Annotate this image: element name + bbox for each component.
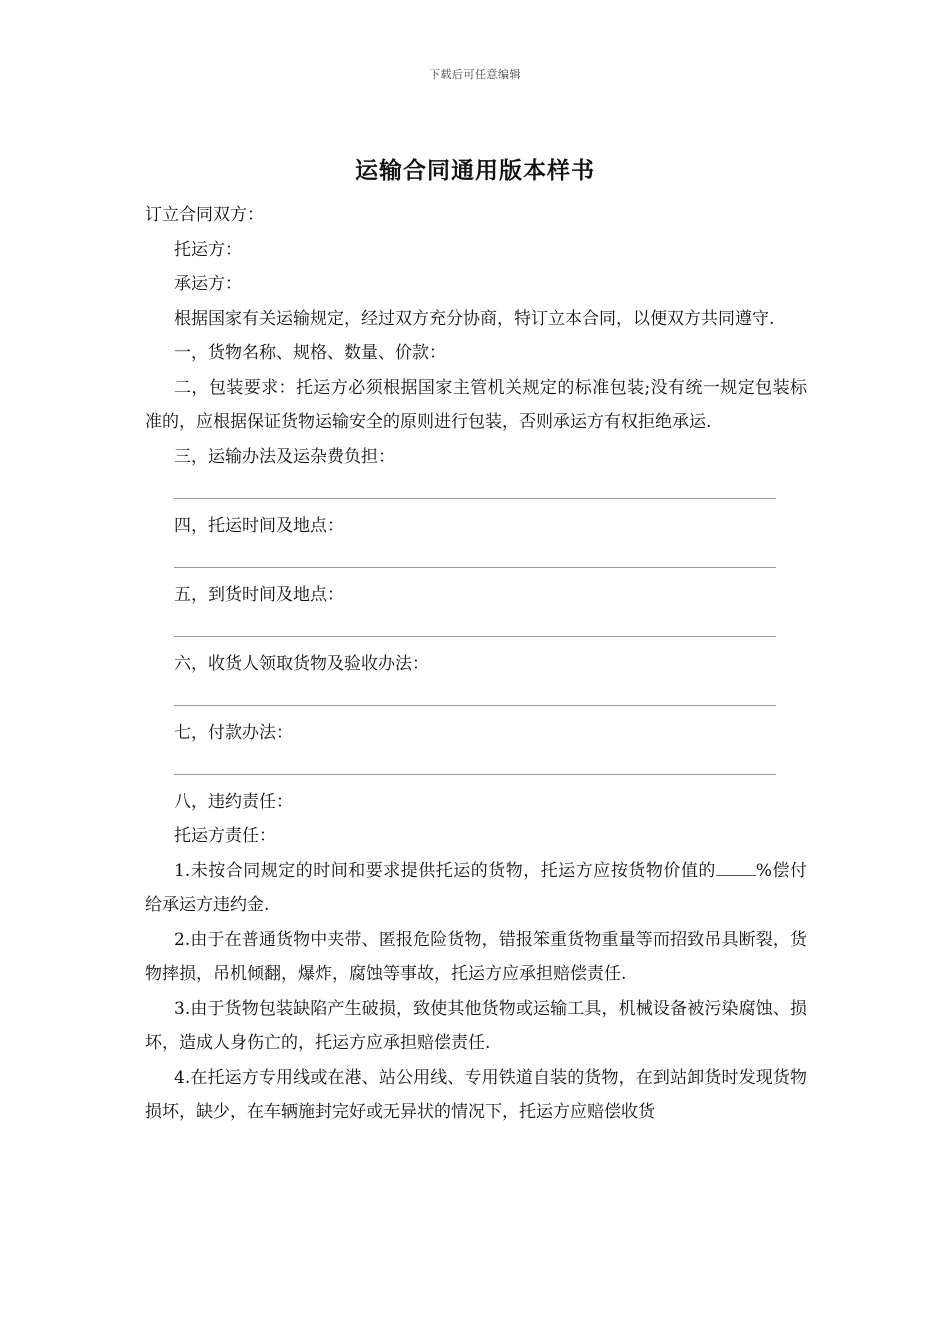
- percentage-blank: [716, 858, 756, 876]
- clause-4: 四，托运时间及地点：: [174, 515, 344, 536]
- document-title: 运输合同通用版本样书: [355, 157, 595, 184]
- shipper-liability-heading: 托运方责任：: [174, 826, 276, 846]
- fill-in-line-7: [145, 750, 807, 785]
- liability-item-1-text-end: %偿付给承运方违约金.: [145, 860, 808, 915]
- liability-item-2: 2.由于在普通货物中夹带、匿报危险货物，错报笨重货物重量等而招致吊具断裂，货物摔损，吊机倾翻，爆炸，腐蚀等事故，托运方应承担赔偿责任.: [145, 929, 807, 984]
- liability-item-1-text: 1.未按合同规定的时间和要求提供托运的货物，托运方应按货物价值的: [174, 860, 716, 881]
- clause-6: 六，收货人领取货物及验收办法：: [174, 653, 429, 674]
- clause-8: 八，违约责任：: [174, 791, 293, 812]
- clause-7: 七，付款办法：: [174, 722, 293, 743]
- preamble: 根据国家有关运输规定，经过双方充分协商，特订立本合同，以便双方共同遵守.: [174, 308, 775, 329]
- document-body: [145, 198, 807, 1130]
- clause-2: 二，包装要求：托运方必须根据国家主管机关规定的标准包装;没有统一规定包装标准的，应根据保证货物运输安全的原则进行包装，否则承运方有权拒绝承运.: [145, 377, 807, 432]
- shipper-label: 托运方：: [174, 239, 242, 260]
- liability-item-1: [145, 854, 807, 923]
- clause-3: 三，运输办法及运杂费负担：: [174, 446, 395, 467]
- fill-in-line-3: [145, 474, 807, 509]
- fill-in-line-6: [145, 681, 807, 716]
- header-note: 下载后可任意编辑: [429, 68, 521, 81]
- parties-heading: 订立合同双方：: [145, 205, 264, 225]
- clause-5: 五，到货时间及地点：: [174, 584, 344, 605]
- carrier-label: 承运方：: [174, 274, 242, 294]
- liability-item-3: 3.由于货物包装缺陷产生破损，致使其他货物或运输工具，机械设备被污染腐蚀、损坏，造成人身伤亡的，托运方应承担赔偿责任.: [145, 998, 807, 1053]
- fill-in-line-4: [145, 543, 807, 578]
- liability-item-4: 4.在托运方专用线或在港、站公用线、专用铁道自装的货物，在到站卸货时发现货物损坏，缺少，在车辆施封完好或无异状的情况下，托运方应赔偿收货: [145, 1067, 807, 1122]
- clause-1: 一，货物名称、规格、数量、价款：: [174, 343, 446, 363]
- fill-in-line-5: [145, 612, 807, 647]
